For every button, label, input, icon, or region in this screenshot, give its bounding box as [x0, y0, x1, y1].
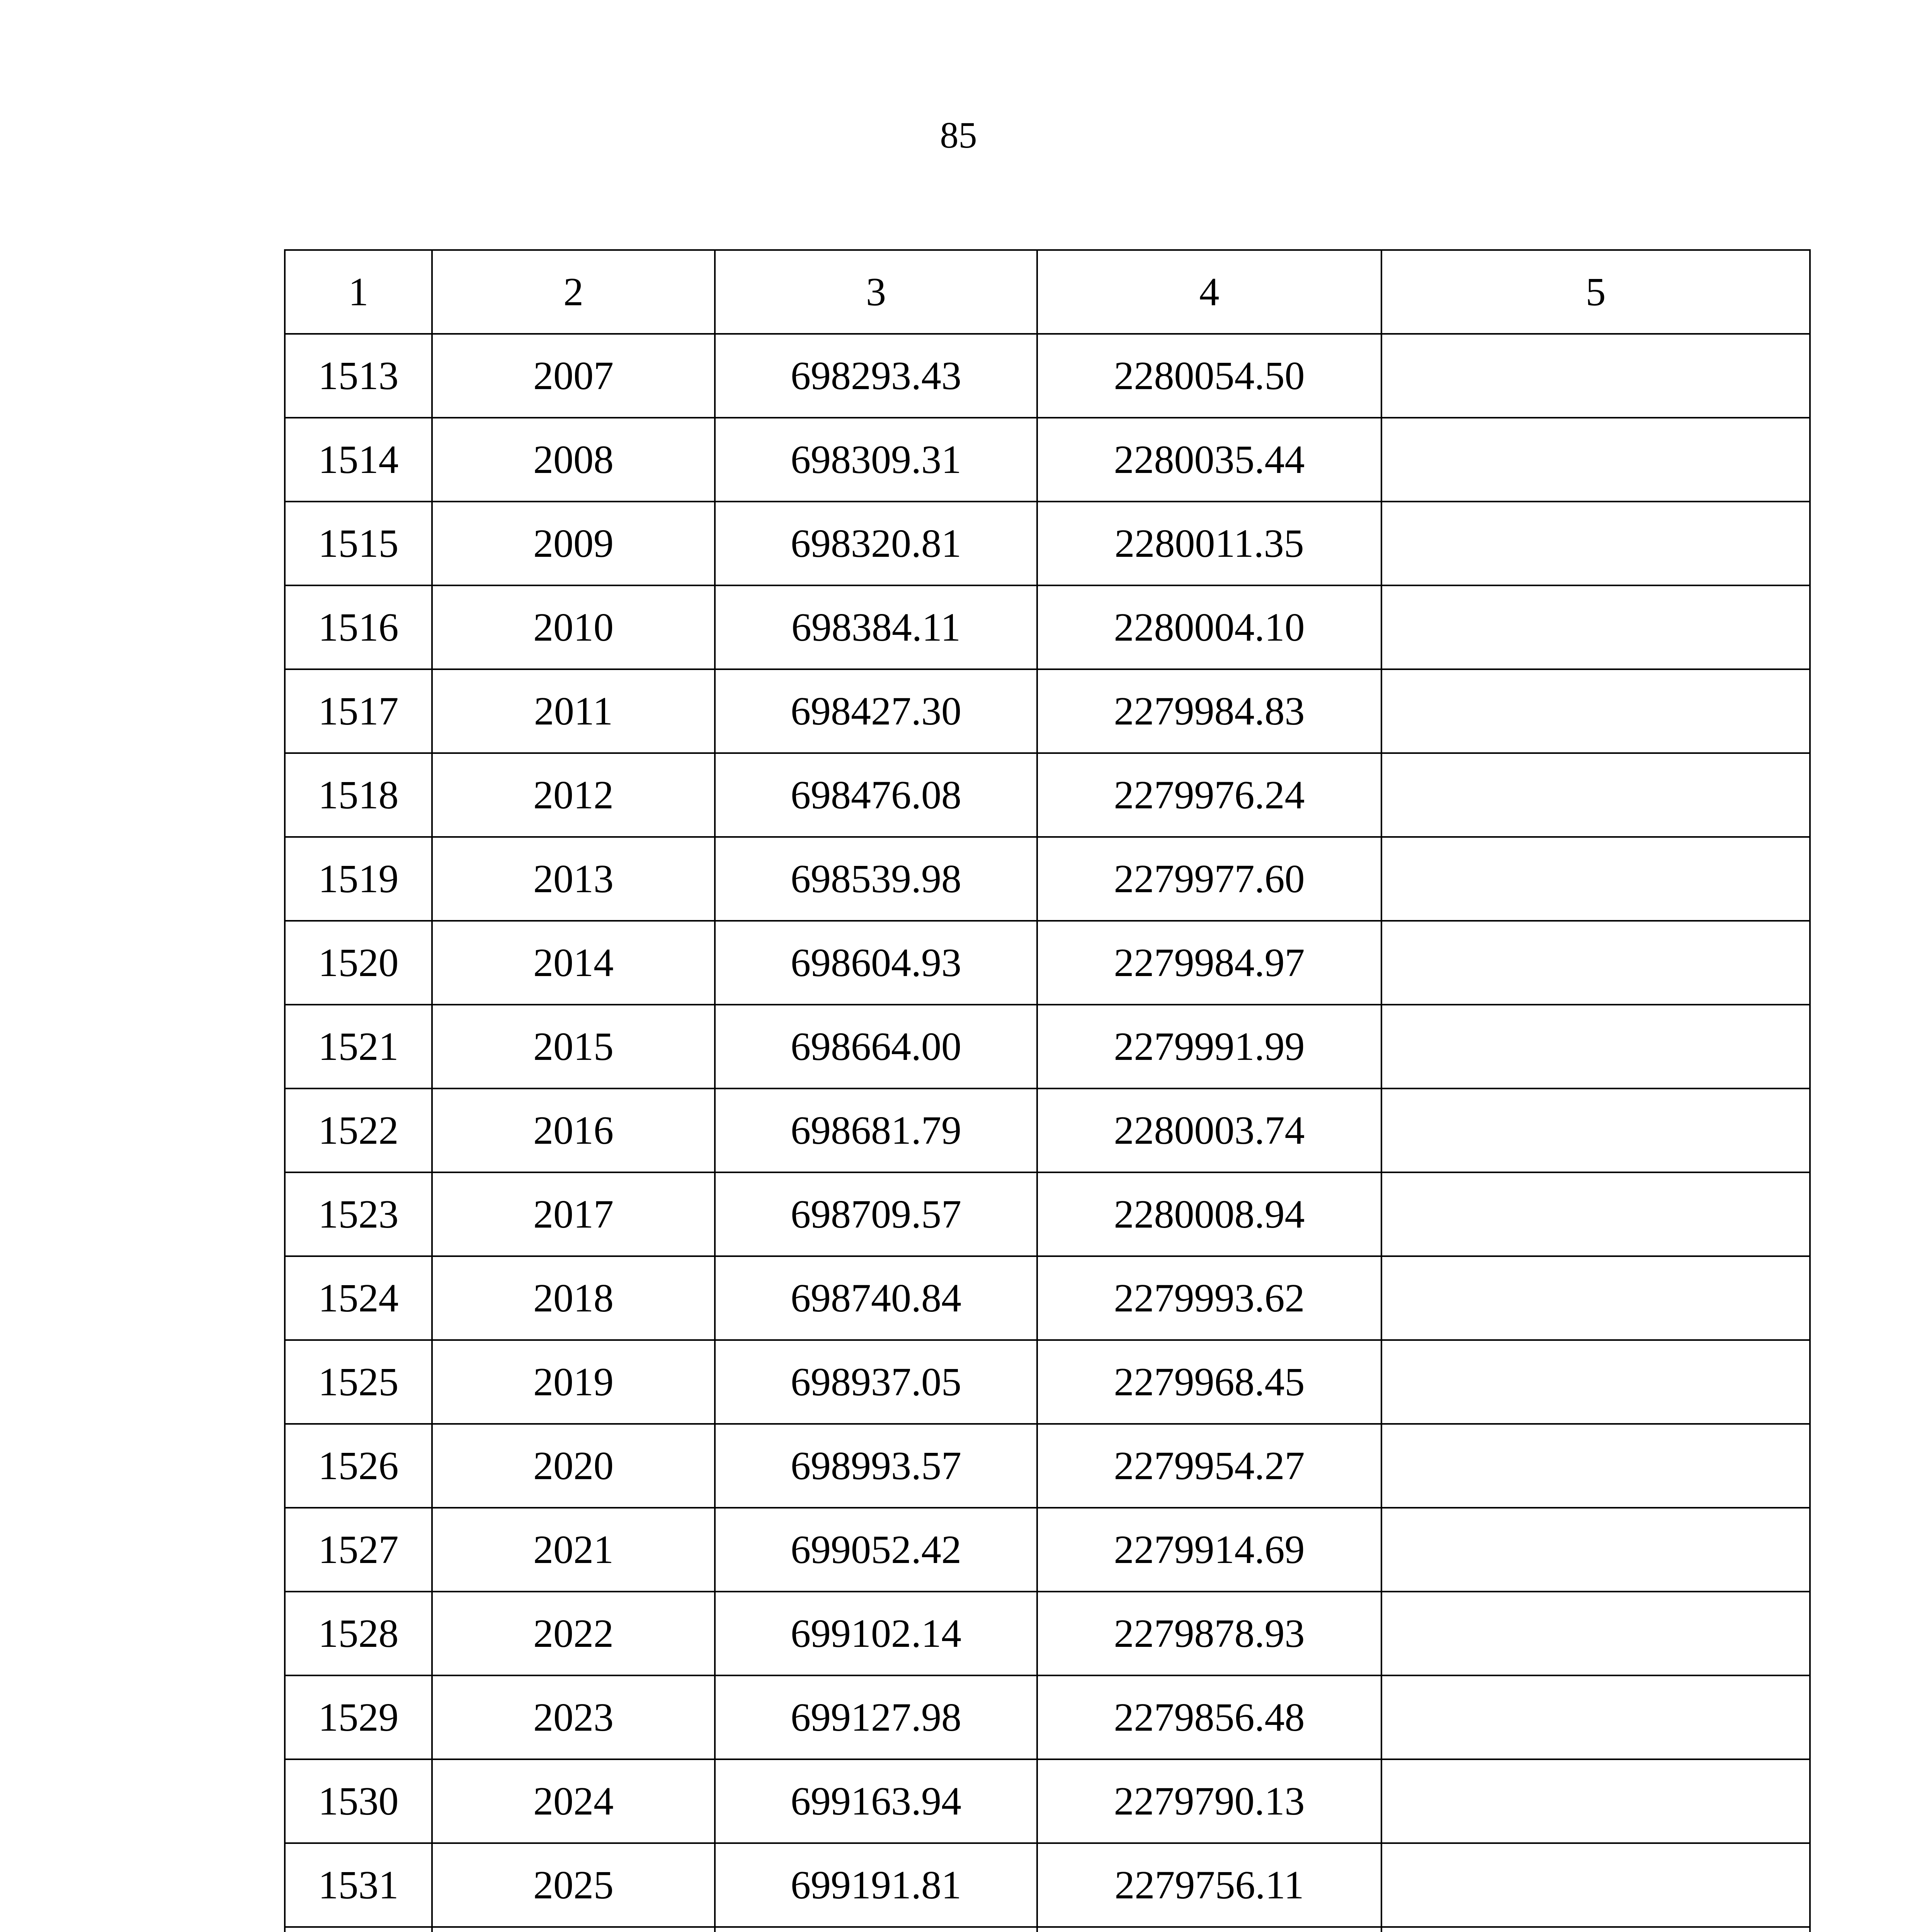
table-cell-col-1: 1517 — [285, 669, 432, 753]
column-header-1: 1 — [285, 250, 432, 334]
table-body — [285, 334, 1810, 1932]
table-cell-col-3: 698293.43 — [715, 334, 1037, 418]
table-cell-col-2: 2024 — [432, 1759, 715, 1843]
table-cell-col-1: 1523 — [285, 1172, 432, 1256]
table-cell-col-2: 2009 — [432, 502, 715, 585]
table-cell-col-4: 2279984.83 — [1037, 669, 1381, 753]
table-row — [285, 1675, 1810, 1759]
table-cell-col-5 — [1381, 1759, 1810, 1843]
table-cell-col-1 — [285, 1927, 432, 1932]
table-cell-col-5 — [1381, 585, 1810, 669]
table-row — [285, 1088, 1810, 1172]
table-cell-col-4: 2279977.60 — [1037, 837, 1381, 921]
table-cell-col-3: 699102.14 — [715, 1592, 1037, 1675]
table-cell-col-4: 2280008.94 — [1037, 1172, 1381, 1256]
column-header-2: 2 — [432, 250, 715, 334]
table-cell-col-4: 2279954.27 — [1037, 1424, 1381, 1508]
table-row — [285, 502, 1810, 585]
table-cell-col-5 — [1381, 837, 1810, 921]
table-cell-col-1: 1528 — [285, 1592, 432, 1675]
table-cell-col-3: 698604.93 — [715, 921, 1037, 1005]
table-cell-col-4: 2279790.13 — [1037, 1759, 1381, 1843]
table-cell-col-1: 1518 — [285, 753, 432, 837]
table-cell-col-4: 2280004.10 — [1037, 585, 1381, 669]
table-cell-col-1: 1515 — [285, 502, 432, 585]
table-cell-col-4: 2279968.45 — [1037, 1340, 1381, 1424]
table-cell-col-4: 2279878.93 — [1037, 1592, 1381, 1675]
table-cell-col-4: 2279756.11 — [1037, 1843, 1381, 1927]
table-row — [285, 921, 1810, 1005]
table-cell-col-2: 2010 — [432, 585, 715, 669]
table-cell-col-2: 2019 — [432, 1340, 715, 1424]
table-cell-col-5 — [1381, 753, 1810, 837]
table-cell-col-4: 2279976.24 — [1037, 753, 1381, 837]
table-row — [285, 585, 1810, 669]
table-cell-col-5 — [1381, 1340, 1810, 1424]
table-cell-col-3: 698740.84 — [715, 1256, 1037, 1340]
table-cell-col-2 — [432, 1927, 715, 1932]
table-row — [285, 1340, 1810, 1424]
table-cell-col-1: 1520 — [285, 921, 432, 1005]
table-cell-col-1: 1530 — [285, 1759, 432, 1843]
table-cell-col-4: 2279991.99 — [1037, 1005, 1381, 1088]
table-cell-col-5 — [1381, 418, 1810, 502]
table-row — [285, 837, 1810, 921]
table-row — [285, 1508, 1810, 1592]
table-cell-col-2: 2007 — [432, 334, 715, 418]
table-cell-col-1: 1514 — [285, 418, 432, 502]
table-cell-col-2: 2020 — [432, 1424, 715, 1508]
table-cell-col-3: 699191.81 — [715, 1843, 1037, 1927]
table-cell-col-5 — [1381, 1927, 1810, 1932]
table-row — [285, 1927, 1810, 1932]
table-cell-col-3: 699163.94 — [715, 1759, 1037, 1843]
table-cell-col-3: 698309.31 — [715, 418, 1037, 502]
table-cell-col-4: 2280054.50 — [1037, 334, 1381, 418]
column-header-4: 4 — [1037, 250, 1381, 334]
table-cell-col-1: 1519 — [285, 837, 432, 921]
table-row — [285, 1592, 1810, 1675]
table-cell-col-3: 698664.00 — [715, 1005, 1037, 1088]
table-cell-col-5 — [1381, 1256, 1810, 1340]
page-number: 85 — [940, 114, 977, 156]
table-cell-col-2: 2014 — [432, 921, 715, 1005]
table-cell-col-4: 2279984.97 — [1037, 921, 1381, 1005]
table-cell-col-3: 698320.81 — [715, 502, 1037, 585]
table-cell-col-3: 698539.98 — [715, 837, 1037, 921]
table-cell-col-4: 2280003.74 — [1037, 1088, 1381, 1172]
table-cell-col-2: 2023 — [432, 1675, 715, 1759]
table-cell-col-2: 2021 — [432, 1508, 715, 1592]
table-cell-col-1: 1513 — [285, 334, 432, 418]
table-cell-col-4: 2279993.62 — [1037, 1256, 1381, 1340]
table-cell-col-1: 1524 — [285, 1256, 432, 1340]
table-header — [285, 250, 1810, 334]
table-cell-col-4: 2279856.48 — [1037, 1675, 1381, 1759]
table-cell-col-1: 1522 — [285, 1088, 432, 1172]
table-cell-col-5 — [1381, 334, 1810, 418]
table-cell-col-5 — [1381, 921, 1810, 1005]
table-cell-col-4: 2279914.69 — [1037, 1508, 1381, 1592]
table-cell-col-5 — [1381, 1508, 1810, 1592]
table-row — [285, 1759, 1810, 1843]
table-row — [285, 753, 1810, 837]
table-cell-col-2: 2012 — [432, 753, 715, 837]
table-cell-col-5 — [1381, 1424, 1810, 1508]
table-cell-col-3: 699127.98 — [715, 1675, 1037, 1759]
table-cell-col-5 — [1381, 502, 1810, 585]
table-cell-col-4: 2280011.35 — [1037, 502, 1381, 585]
table-cell-col-2: 2015 — [432, 1005, 715, 1088]
table-cell-col-3: 698681.79 — [715, 1088, 1037, 1172]
table-row — [285, 418, 1810, 502]
table-cell-col-2: 2017 — [432, 1172, 715, 1256]
table-cell-col-1: 1521 — [285, 1005, 432, 1088]
table-cell-col-5 — [1381, 1005, 1810, 1088]
table-cell-col-3: 699052.42 — [715, 1508, 1037, 1592]
table-cell-col-3: 698384.11 — [715, 585, 1037, 669]
table-cell-col-1: 1525 — [285, 1340, 432, 1424]
table-cell-col-4 — [1037, 1927, 1381, 1932]
table-cell-col-3: 698993.57 — [715, 1424, 1037, 1508]
table-row — [285, 1256, 1810, 1340]
table-cell-col-1: 1527 — [285, 1508, 432, 1592]
table-cell-col-5 — [1381, 669, 1810, 753]
column-header-3: 3 — [715, 250, 1037, 334]
table-cell-col-5 — [1381, 1675, 1810, 1759]
column-header-5: 5 — [1381, 250, 1810, 334]
table-row — [285, 1424, 1810, 1508]
table-cell-col-1: 1516 — [285, 585, 432, 669]
table-cell-col-2: 2011 — [432, 669, 715, 753]
table-row — [285, 334, 1810, 418]
table-cell-col-3: 698709.57 — [715, 1172, 1037, 1256]
table-cell-col-5 — [1381, 1088, 1810, 1172]
table-cell-col-2: 2013 — [432, 837, 715, 921]
table-cell-col-2: 2018 — [432, 1256, 715, 1340]
table-row — [285, 1172, 1810, 1256]
table-cell-col-1: 1531 — [285, 1843, 432, 1927]
table-cell-col-2: 2025 — [432, 1843, 715, 1927]
table-row — [285, 1843, 1810, 1927]
table-cell-col-4: 2280035.44 — [1037, 418, 1381, 502]
table-cell-col-5 — [1381, 1592, 1810, 1675]
table-cell-col-5 — [1381, 1843, 1810, 1927]
table-cell-col-3: 698427.30 — [715, 669, 1037, 753]
table-row — [285, 1005, 1810, 1088]
coordinates-table — [284, 249, 1811, 1932]
table-cell-col-3 — [715, 1927, 1037, 1932]
table-cell-col-2: 2016 — [432, 1088, 715, 1172]
table-cell-col-1: 1529 — [285, 1675, 432, 1759]
table-cell-col-1: 1526 — [285, 1424, 432, 1508]
table-cell-col-3: 698476.08 — [715, 753, 1037, 837]
table-cell-col-2: 2022 — [432, 1592, 715, 1675]
table-header-row — [285, 250, 1810, 334]
table-cell-col-2: 2008 — [432, 418, 715, 502]
table-row — [285, 669, 1810, 753]
table-cell-col-3: 698937.05 — [715, 1340, 1037, 1424]
table-cell-col-5 — [1381, 1172, 1810, 1256]
